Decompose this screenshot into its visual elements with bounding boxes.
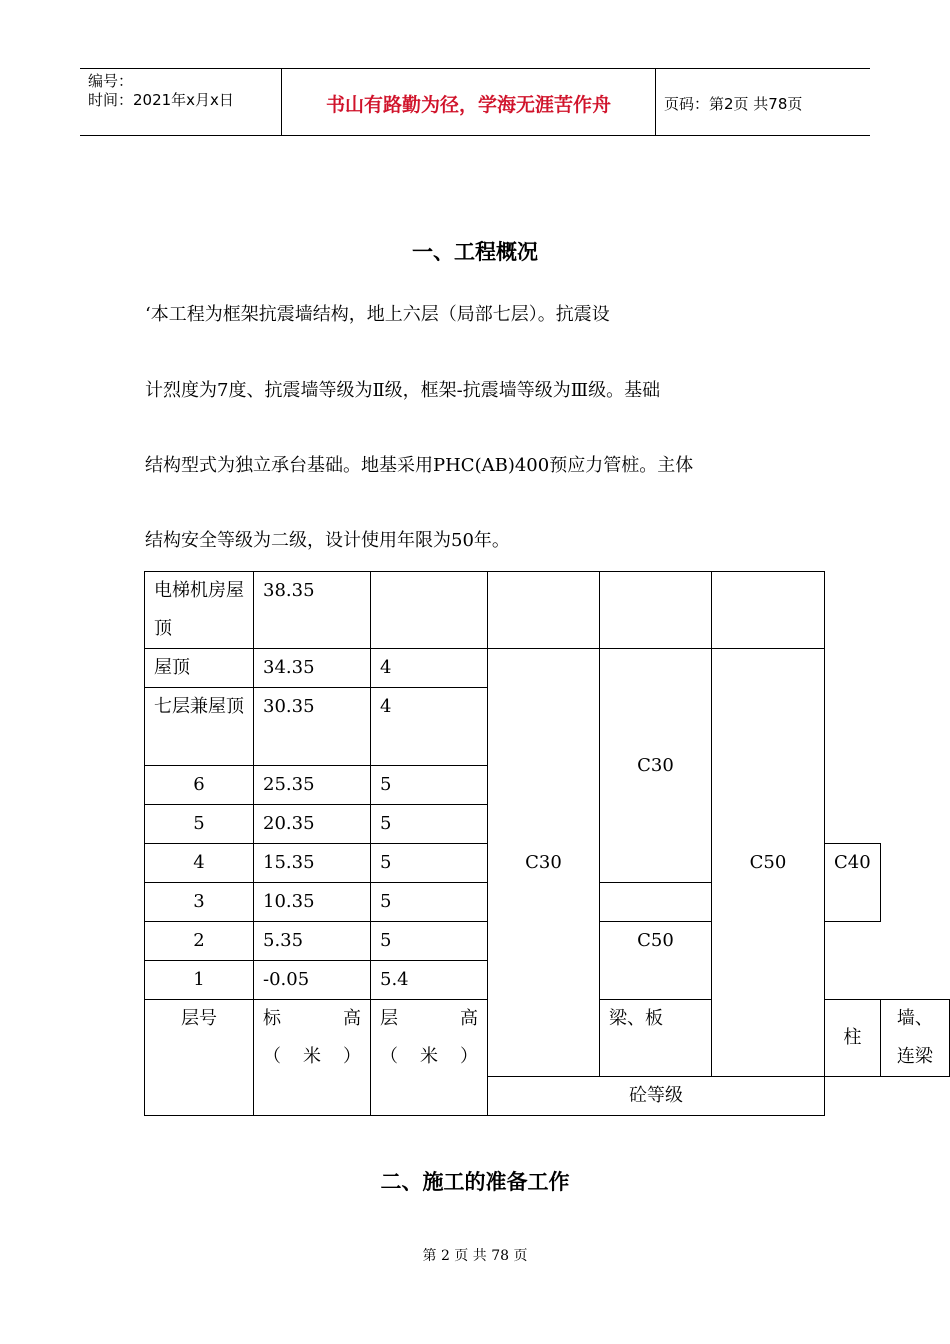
cell-beam-grade: C30 (488, 649, 600, 1077)
paragraph-line: 结构型式为独立承台基础。地基采用PHC(AB)400预应力管桩。主体 (145, 455, 694, 476)
header-column: 柱 (825, 1000, 881, 1077)
header-bottom-rule (80, 135, 870, 136)
header-beam: 梁、板 (600, 1000, 712, 1077)
section-title: 二、施工的准备工作 (380, 1170, 570, 1194)
header-floor: 层号 (145, 1000, 254, 1116)
header-grade: 砼等级 (488, 1077, 825, 1116)
paragraph-line: 计烈度为7度、抗震墙等级为Ⅱ级，框架-抗震墙等级为Ⅲ级。基础 (145, 380, 661, 401)
cell-elevation: 10.35 (254, 883, 371, 922)
cell-column-grade: C50 (600, 922, 712, 1000)
cell-height: 5 (371, 883, 488, 922)
header-motto: 书山有路勤为径，学海无涯苦作舟 (325, 94, 611, 116)
cell-elevation: 25.35 (254, 766, 371, 805)
header-top-rule (80, 68, 870, 69)
cell-floor: 电梯机房屋顶 (145, 572, 254, 649)
header-height: 层 高（米） (371, 1000, 488, 1116)
cell-floor: 1 (145, 961, 254, 1000)
page-footer: 第 2 页 共 78 页 (422, 1248, 528, 1264)
cell-height: 4 (371, 688, 488, 766)
cell-height: 5 (371, 922, 488, 961)
cell-floor: 七层兼屋顶 (145, 688, 254, 766)
section-title: 一、工程概况 (412, 240, 538, 264)
cell-elevation: 30.35 (254, 688, 371, 766)
cell-height: 5 (371, 844, 488, 883)
cell-empty (712, 572, 825, 649)
paragraph-line: ‘本工程为框架抗震墙结构，地上六层（局部七层）。抗震设 (145, 304, 610, 325)
cell-elevation: 38.35 (254, 572, 371, 649)
header-wall: 墙、连梁 (880, 1000, 949, 1077)
cell-floor: 6 (145, 766, 254, 805)
header-page-info: 页码：第2页 共78页 (664, 95, 803, 113)
cell-elevation: 20.35 (254, 805, 371, 844)
header-time: 时间：2021年x月x日 (88, 91, 234, 109)
cell-elevation: -0.05 (254, 961, 371, 1000)
cell-floor: 屋顶 (145, 649, 254, 688)
cell-elevation: 15.35 (254, 844, 371, 883)
cell-elevation: 34.35 (254, 649, 371, 688)
cell-height: 5.4 (371, 961, 488, 1000)
concrete-grade-table (144, 571, 950, 1116)
cell-elevation: 5.35 (254, 922, 371, 961)
cell-empty (600, 572, 712, 649)
cell-column-grade: C30 (600, 649, 712, 883)
cell-column-grade: C40 (825, 844, 881, 922)
cell-floor: 4 (145, 844, 254, 883)
paragraph-line: 结构安全等级为二级，设计使用年限为50年。 (145, 530, 510, 551)
header-number: 编号： (88, 72, 134, 90)
header-divider (655, 68, 656, 135)
header-elevation: 标 高（米） (254, 1000, 371, 1116)
cell-floor: 3 (145, 883, 254, 922)
cell-height (371, 572, 488, 649)
cell-floor: 2 (145, 922, 254, 961)
cell-wall-grade: C50 (712, 649, 825, 1077)
cell-height: 5 (371, 766, 488, 805)
cell-empty (488, 572, 600, 649)
cell-floor: 5 (145, 805, 254, 844)
header-meta (88, 72, 234, 110)
cell-height: 4 (371, 649, 488, 688)
cell-height: 5 (371, 805, 488, 844)
